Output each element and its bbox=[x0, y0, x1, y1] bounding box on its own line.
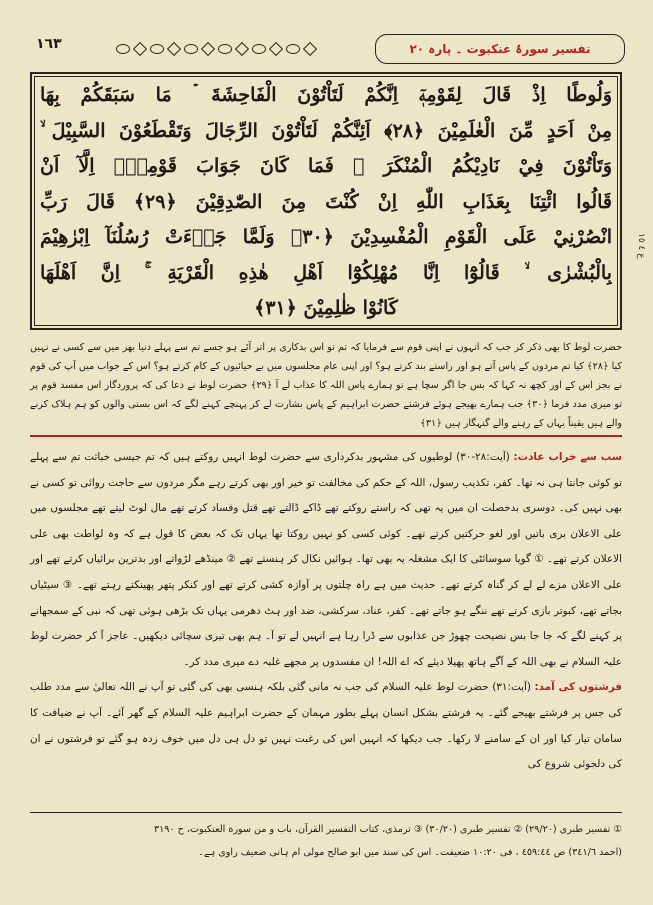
running-title-text: تفسیر سورۂ عنکبوت ۔ پارہ ٢٠ bbox=[409, 42, 591, 56]
verse-line: وَتَاْتُوْنَ فِيْ نَادِيْكُمُ الْمُنْكَرَ ۭ فَمَا كَانَ جَوَابَ قَوْمِهٖٓ اِلَّآ اَنْ bbox=[40, 155, 612, 177]
header-ornament bbox=[116, 42, 371, 56]
verse-line: قَالُوا ائْتِنَا بِعَذَابِ اللّٰهِ اِنْ كُنْتَ مِنَ الصّٰدِقِيْنَ ﴿٢٩﴾ قَالَ رَبِّ bbox=[40, 190, 612, 213]
commentary-text: لوطیوں کی مشہور بدکرداری سے حضرت لوط انہیں روکتے ہیں کہ تم جیسی خباثت تم سے پہلے تو کوئی جانتا ہی نہ تھا۔ کفر، تکذیب رسول، اللہ کے حکم کی مخالفت تو خیر اور بھی کرتے رہے مگر مردوں سے حاجت روائی تو کسی نے بھی نہیں کی۔ دوسری بدخصلت ان میں یہ تھی کہ راستے روکتے تھے ڈاکے ڈالتے تھے قتل وفساد کرتے تھے مال لوٹ لیتے تھے مجلسوں میں علی الاعلان بری باتیں اور لغو حرکتیں کرتے تھے۔ کوئی کسی کو نہیں روکتا تھا یہاں تک کہ بعض کا قول ہے کہ وہ لواطت بھی علی الاعلان کرتے تھے۔ ① گویا سوسائٹی کا ایک مشغلہ یہ بھی تھا۔ ہوائیں نکال کر ہنستے تھے ② مینڈھے لڑواتے اور بدترین برائیاں کرتے تھے اور علی الاعلان مزے لے لے کر گناہ کرتے تھے۔ حدیث میں ہے راہ چلتوں پر آوازہ کشی کرتے تھے اور کنکر پتھر پھینکتے رہتے تھے۔ ③ سیٹیاں بجاتے تھے، کبوتر بازی کرتے تھے ننگے ہو جاتے تھے۔ کفر، عناد، سرکشی، ضد اور ہٹ دھرمی یہاں تک بڑھی ہوئی تھی کہ نبی کے سمجھانے پر کہنے لگے کہ جا جا بس نصیحت چھوڑ جن عذابوں سے ڈرا رہا ہے انہیں لے تو آ۔ ہم بھی تیری سچائی دیکھیں۔ عاجز آ کر حضرت لوط علیہ السلام نے بھی اللہ کے آگے ہاتھ پھیلا دیئے کہ اے اللہ! ان مفسدوں پر مجھے غلبہ دے میری مدد کر۔ bbox=[30, 451, 622, 668]
footnotes bbox=[30, 818, 622, 864]
verse-line: انْصُرْنِيْ عَلَى الْقَوْمِ الْمُفْسِدِيْنَ ﴿٣٠﴾ وَلَمَّا جَاۗءَتْ رُسُلُنَآ اِبْرٰهِيْمَ bbox=[40, 226, 612, 248]
verse-line: كَانُوْا ظٰلِمِيْنَ ﴿٣١﴾ bbox=[254, 297, 398, 319]
verse-reference: (آیت:٢٨-٣٠) bbox=[456, 451, 510, 463]
verse-line: بِالْبُشْرٰى ۙ قَالُوْٓا اِنَّا مُهْلِكُوْٓا اَهْلِ هٰذِهِ الْقَرْيَةِ ۚ اِنَّ اَهْلَهَا bbox=[40, 261, 612, 284]
commentary bbox=[30, 445, 622, 778]
urdu-translation: حضرت لوط کا بھی ذکر کر جب کہ انہوں نے اپنی قوم سے فرمایا کہ تم تو اس بدکاری پر اتر آئے ہو جسے تم سے پہلے دنیا بھر میں سے کسی نے نہیں کیا ﴿٢٨﴾ کیا تم مردوں کے پاس آتے ہو اور راستے بند کرتے ہو؟ اور اپنی عام مجلسوں میں بے حیائیوں کے کام کرتے ہو؟ اس کے جواب میں آپ کی قوم نے بجز اس کے اور کچھ نہ کہا کہ بس جا اگر سچا ہے تو ہمارے پاس اللہ کا عذاب لے آ ﴿٢٩﴾ حضرت لوط نے دعا کی کہ پروردگار اس مفسد قوم پر تو میری مدد فرما ﴿٣٠﴾ جب ہمارے بھیجے ہوئے فرشتے حضرت ابراہیم کے پاس بشارت لے کر پہنچے کہنے لگے کہ اس بستی والوں کو ہم ہلاک کرنے والے ہیں یقیناً یہاں کے رہنے والے گنہگار ہیں ﴿٣١﴾ bbox=[30, 342, 622, 429]
verse-frame bbox=[30, 72, 622, 330]
section-heading: فرشتوں کی آمد: bbox=[534, 681, 622, 694]
section-heading: سب سے خراب عادت: bbox=[513, 451, 622, 463]
verse-line: وَلُوطًا اِذْ قَالَ لِقَوْمِهٖٓ اِنَّكُمْ لَتَاْتُوْنَ الْفَاحِشَةَ ۡ مَا سَبَقَكُمْ بِهَا bbox=[40, 84, 612, 106]
page-header bbox=[20, 28, 632, 68]
running-title bbox=[375, 34, 625, 64]
commentary-text: حضرت لوط علیہ السلام کی جب نہ مانی گئی بلکہ ہنسی بھی کی گئی تو آپ نے اللہ تعالیٰ سے مدد طلب کی جس پر فرشتے بھیجے گئے۔ یہ فرشتے بشکل انسان پہلے بطور مہمان کے حضرت ابراہیم علیہ السلام کے گھر آئے۔ آپ نے ضیافت کا سامان تیار کیا اور ان کے سامنے لا رکھا۔ جب دیکھا کہ انہیں اس کی رغبت نہیں تو دل ہی دل میں خوف زدہ ہو گئے تو فرشتوں نے ان کی دلجوئی شروع کی bbox=[30, 681, 622, 771]
footnote-line: (احمد ٣٤١/٦) ص ٤٥٩:٤٤ ، فی ١٠:٢٠ ضعیفت۔ اس کی سند میں ابو صالح مولی ام ہانی ضعیف راوی ہے۔ bbox=[198, 847, 622, 858]
ruku-marker: ع ٤ ١٥ bbox=[636, 233, 646, 259]
verse-line: مِنْ اَحَدٍ مِّنَ الْعٰلَمِيْنَ ﴿٢٨﴾ اَئِنَّكُمْ لَتَاْتُوْنَ الرِّجَالَ وَتَقْطَعُوْنَ السَّبِيْلَ ۙ bbox=[40, 119, 612, 142]
arabic-verse-block bbox=[40, 78, 612, 327]
footnote-rule bbox=[30, 812, 622, 813]
section-divider bbox=[30, 435, 622, 437]
page-number: ١٦٣ bbox=[36, 36, 62, 52]
verse-reference: (آیت:٣١) bbox=[492, 681, 531, 694]
footnote-line: ① تفسیر طبری (٢٩/٢٠) ② تفسیر طبری (٣٠/٢٠) ③ ترمذی، کتاب التفسیر القرآن، باب و من سورة العنکبوت، ح ٣١٩٠ bbox=[153, 824, 622, 835]
